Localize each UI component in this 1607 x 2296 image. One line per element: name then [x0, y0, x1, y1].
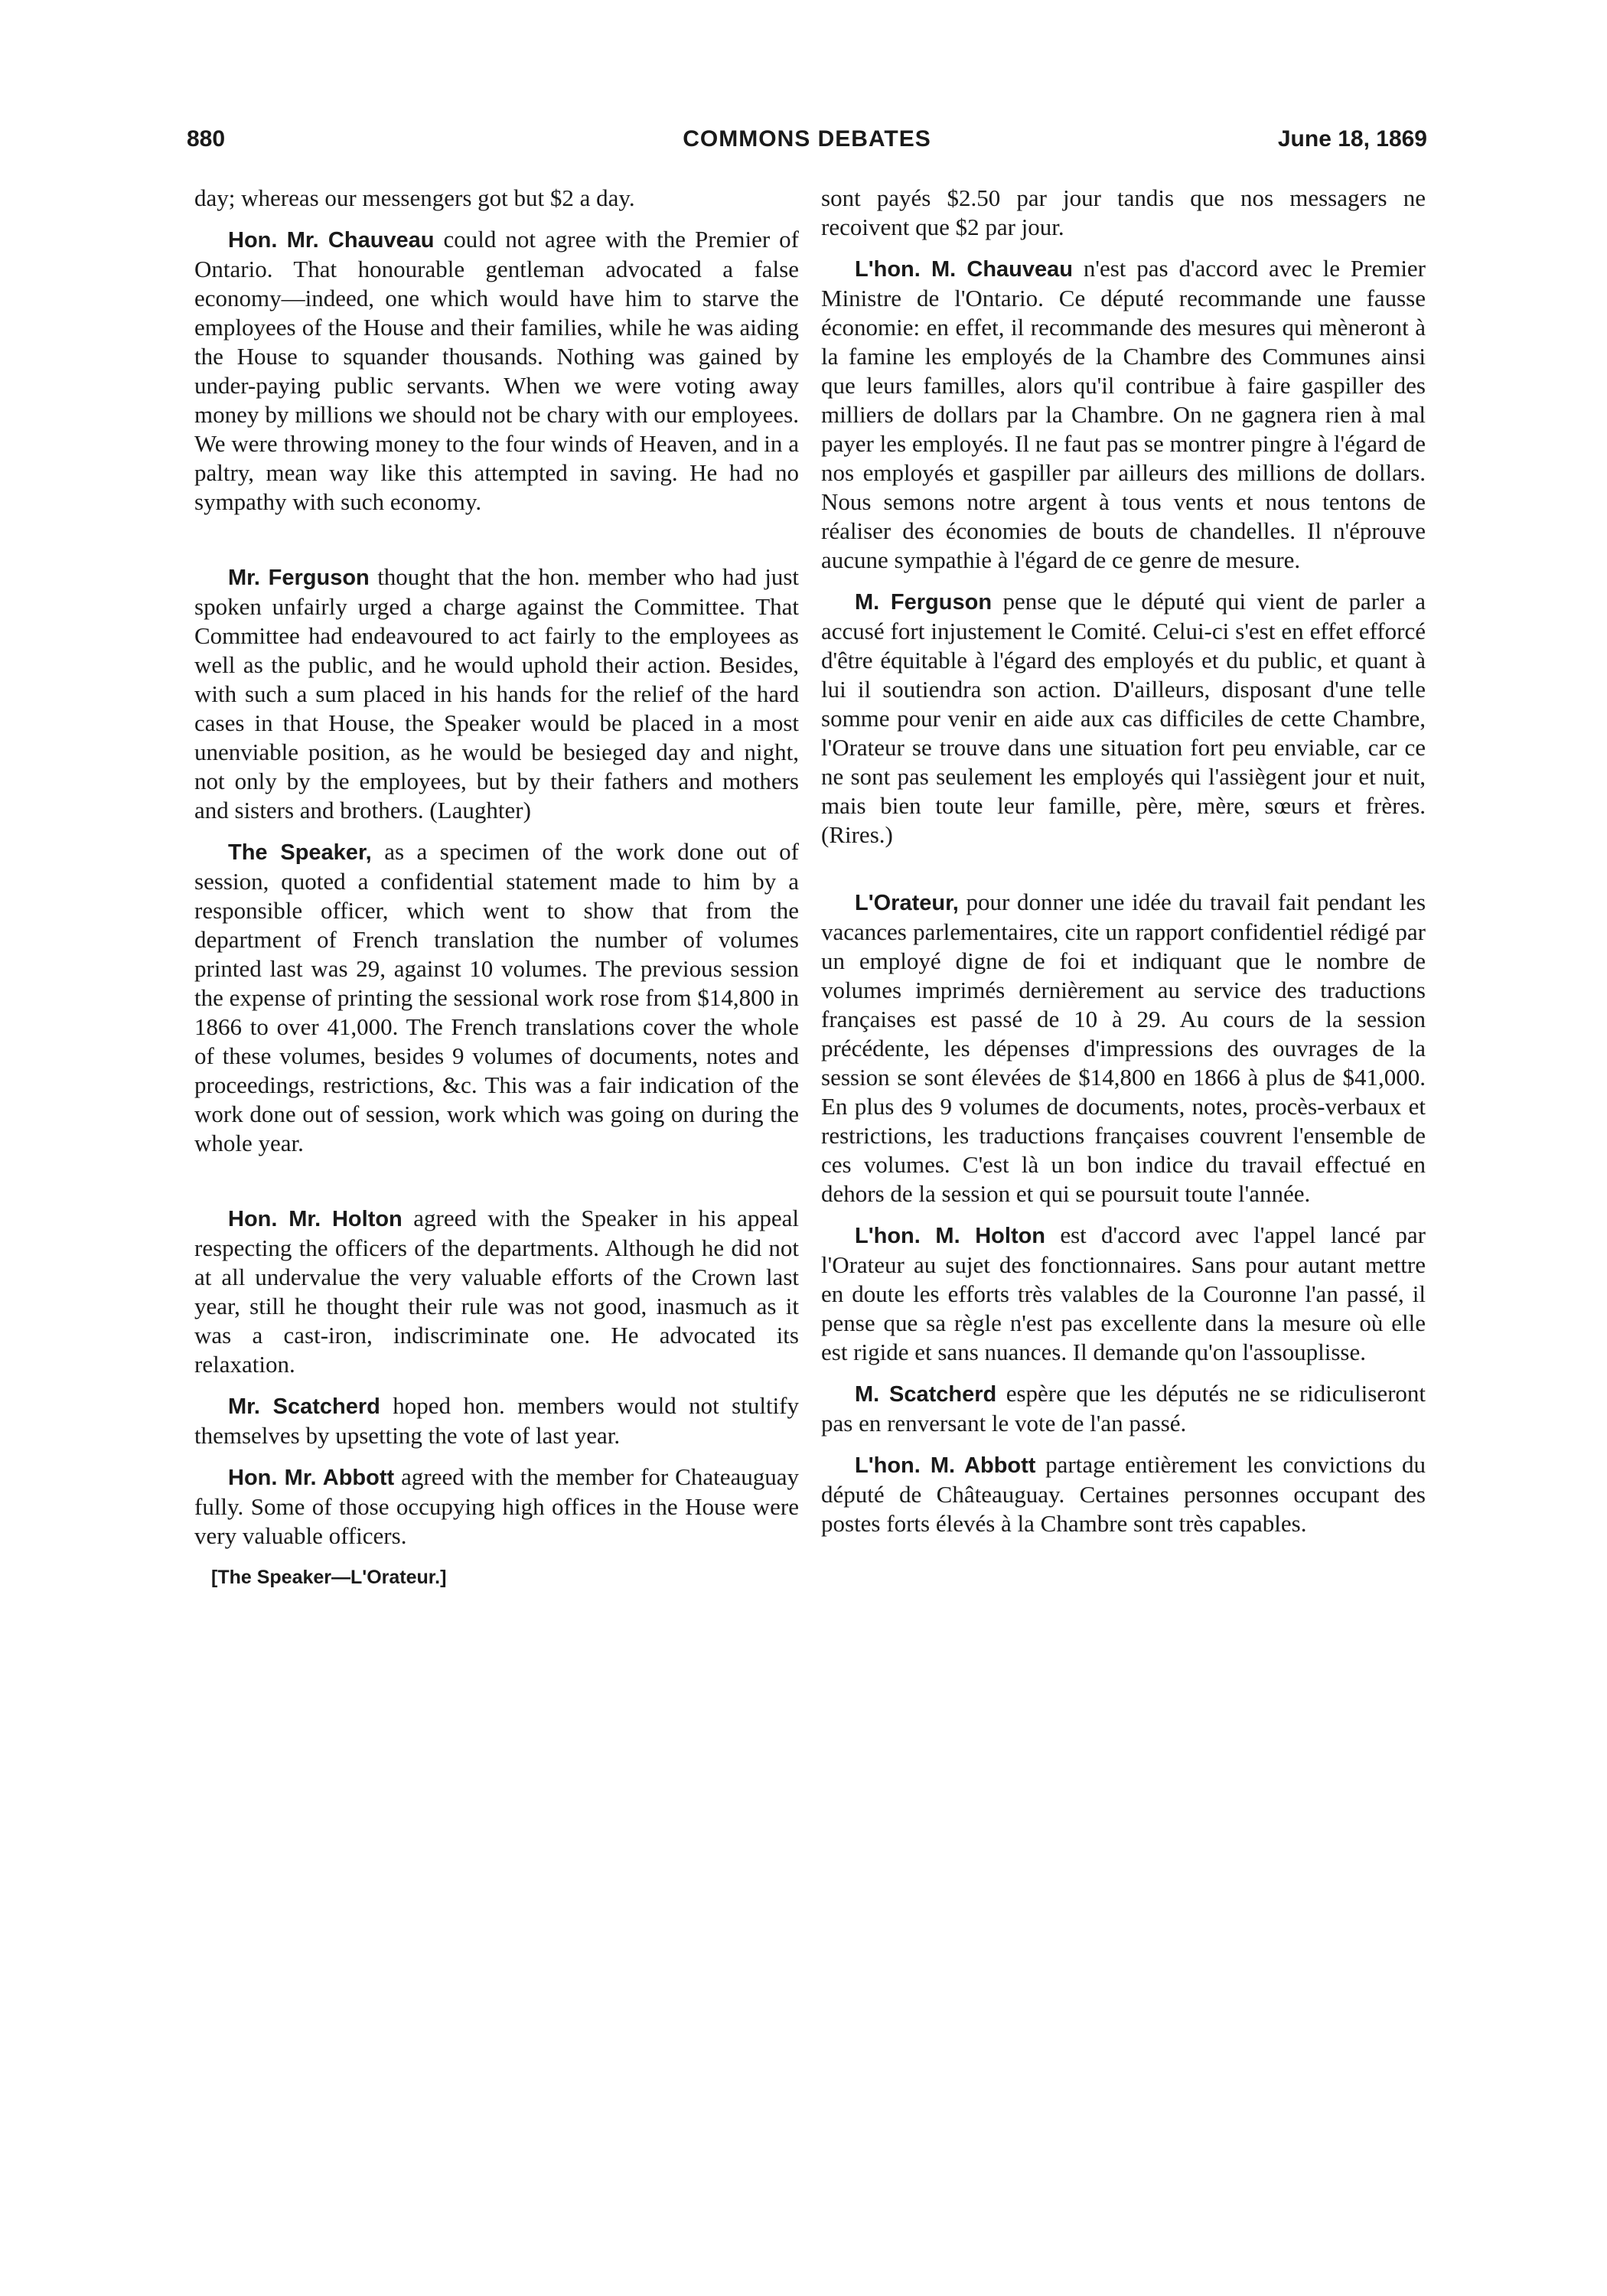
- french-column: [821, 184, 1426, 1551]
- speaker-name: M. Ferguson: [855, 590, 993, 615]
- paragraph-text: partage entièrement les convictions du député de Châteauguay. Certaines personnes occupant des postes forts élevés à la Chambre sont très capables.: [821, 1451, 1426, 1537]
- page-date: June 18, 1869: [1277, 126, 1427, 152]
- french-paragraph: [821, 1450, 1426, 1538]
- speaker-name: Hon. Mr. Abbott: [228, 1466, 395, 1490]
- paragraph-text: hoped hon. members would not stultify themselves by upsetting the vote of last year.: [194, 1392, 800, 1449]
- speaker-name: L'hon. M. Chauveau: [855, 257, 1073, 282]
- page-number: 880: [187, 126, 226, 152]
- paragraph-text: day; whereas our messengers got but $2 a day.: [194, 184, 635, 211]
- french-paragraph: [821, 587, 1426, 850]
- paragraph-text: espère que les députés ne se ridiculiseront pas en renversant le vote de l'an passé.: [821, 1380, 1426, 1437]
- english-paragraph: [194, 837, 799, 1158]
- spacer: [194, 1170, 799, 1204]
- french-paragraph: [821, 1379, 1426, 1438]
- spacer: [821, 862, 1426, 888]
- paragraph-text: pense que le député qui vient de parler a accusé fort injustement le Comité. Celui-ci s'est en effet efforcé d'être équitable à l'égard des employés et du public, et quant à lui il soutiendra son action. D'ailleurs, disposant d'une telle somme pour venir en aide aux cas difficiles de cette Chambre, l'Orateur se trouve dans une situation fort peu enviable, car ce ne sont pas seulement les employés qui l'assiègent jour et nuit, mais bien toute leur famille, père, mère, sœurs et frères. (Rires.): [821, 588, 1426, 848]
- french-paragraph: [821, 888, 1426, 1208]
- page-title: COMMONS DEBATES: [683, 126, 931, 152]
- paragraph-text: as a specimen of the work done out of session, quoted a confidential statement made to him by a responsible officer, which went to show that from the department of French translation the number of volumes printed last was 29, against 10 volumes. The previous session the expense of printing the sessional work rose from $14,800 in 1866 to over 41,000. The French translations cover the whole of these volumes, besides 9 volumes of documents, notes and proceedings, restrictions, &c. This was a fair indication of the work done out of session, work which was going on during the whole year.: [194, 838, 799, 1156]
- french-paragraph: [821, 254, 1426, 575]
- paragraph-text: agreed with the Speaker in his appeal respecting the officers of the departments. Although he did not at all undervalue the very valuable efforts of the Crown last year, still he thought their rule was not good, inasmuch as it was a cast-iron, indiscriminate one. He advocated its relaxation.: [194, 1205, 799, 1378]
- speaker-name: M. Scatcherd: [855, 1382, 997, 1407]
- paragraph-text: n'est pas d'accord avec le Premier Ministre de l'Ontario. Ce député recommande une fausse économie: en effet, il recommande des mesures qui mèneront à la famine les employés de la Chambre des Communes ainsi que leurs familles, alors qu'il contribue à faire gaspiller des milliers de dollars par la Chambre. On ne gagnera rien à mal payer les employés. Il ne faut pas se montrer pingre à l'égard de nos employés et gaspiller par ailleurs des millions de dollars. Nous semons notre argent à tous vents et nous tentons de réaliser des économies de bouts de chandelles. Il n'éprouve aucune sympathie à l'égard de ce genre de mesure.: [821, 255, 1426, 573]
- paragraph-text: agreed with the member for Chateauguay fully. Some of those occupying high offices in the House were very valuable officers.: [194, 1463, 799, 1549]
- spacer: [194, 529, 799, 563]
- paragraph-text: est d'accord avec l'appel lancé par l'Orateur au sujet des fonctionnaires. Sans pour autant mettre en doute les efforts très valables de la Couronne l'an passé, il pense que sa règle n'est pas excellente dans la mesure où elle est rigide et sans nuances. Il demande qu'on l'assouplisse.: [821, 1221, 1426, 1365]
- speaker-name: Mr. Scatcherd: [228, 1394, 380, 1419]
- english-paragraph: [194, 184, 799, 213]
- paragraph-text: sont payés $2.50 par jour tandis que nos messagers ne recoivent que $2 par jour.: [821, 184, 1426, 240]
- speaker-name: Mr. Ferguson: [228, 566, 370, 590]
- english-paragraph: [194, 1391, 799, 1450]
- english-paragraph: [194, 1204, 799, 1379]
- speaker-name: L'hon. M. Holton: [855, 1224, 1046, 1248]
- speaker-name: Hon. Mr. Holton: [228, 1207, 403, 1231]
- english-paragraph: [194, 563, 799, 825]
- speaker-name: The Speaker,: [228, 840, 372, 865]
- english-paragraph: [194, 1463, 799, 1551]
- french-paragraph: [821, 184, 1426, 242]
- paragraph-text: could not agree with the Premier of Ontario. That honourable gentleman advocated a false economy—indeed, one which would have him to starve the employees of the House and their families, while he was aiding the House to squander thousands. Nothing was gained by under-paying public servants. When we were voting away money by millions we should not be chary with our employees. We were throwing money to the four winds of Heaven, and in a paltry, mean way like this attempted in saving. He had no sympathy with such economy.: [194, 226, 800, 515]
- speaker-name: L'hon. M. Abbott: [855, 1453, 1036, 1478]
- speaker-name: L'Orateur,: [855, 891, 959, 915]
- speaker-name: Hon. Mr. Chauveau: [228, 228, 435, 253]
- footer-note: [The Speaker—L'Orateur.]: [211, 1567, 447, 1588]
- english-paragraph: [194, 225, 799, 517]
- paragraph-text: thought that the hon. member who had just spoken unfairly urged a charge against the Committee. That Committee had endeavoured to act fairly to the employees as well as the public, and he would uphold their action. Besides, with such a sum placed in his hands for the relief of the hard cases in that House, the Speaker would be placed in a most unenviable position, as he would be besieged day and night, not only by the employees, but by their fathers and mothers and sisters and brothers. (Laughter): [194, 563, 800, 823]
- page-header: [187, 122, 1427, 156]
- english-column: [194, 184, 799, 1592]
- french-paragraph: [821, 1221, 1426, 1367]
- paragraph-text: pour donner une idée du travail fait pendant les vacances parlementaires, cite un rapport confidentiel rédigé par un employé digne de foi et indiquant que le nombre de volumes imprimés dernièrement au service des traductions françaises est passé de 10 à 29. Au cours de la session précédente, les dépenses d'impressions des ouvrages de la session se sont élevées de $14,800 en 1866 à plus de $41,000. En plus des 9 volumes de documents, notes, procès-verbaux et restrictions, les traductions françaises couvrent l'ensemble de ces volumes. C'est là un bon indice du travail effectué en dehors de la session et qui se poursuit toute l'année.: [821, 889, 1426, 1207]
